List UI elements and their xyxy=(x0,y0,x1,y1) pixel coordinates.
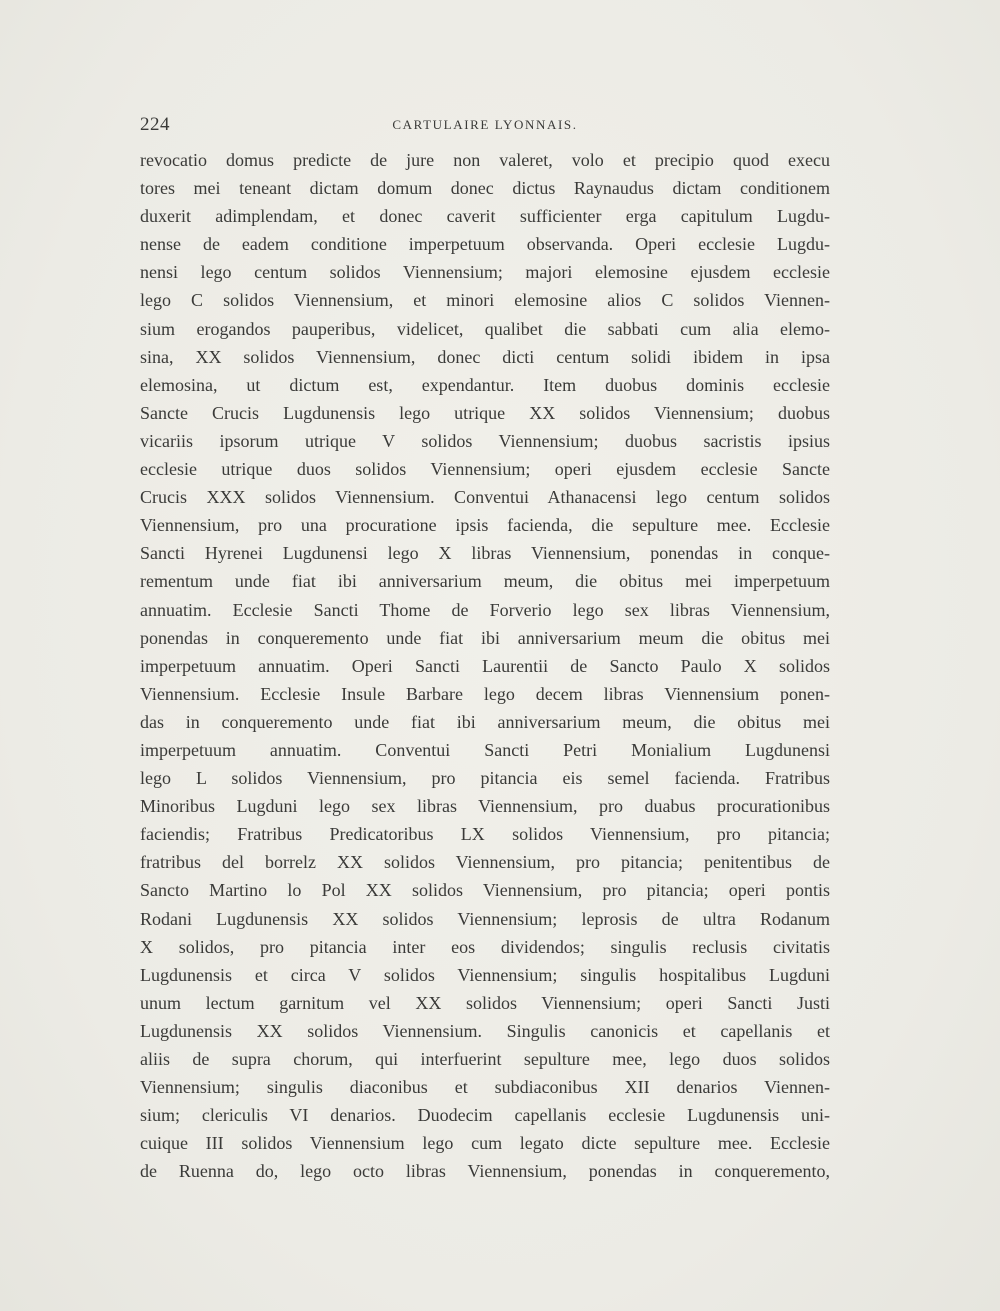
text-line: cuique III solidos Viennensium lego cum legato dicte sepulture mee. Ecclesie xyxy=(140,1133,830,1154)
text-line: Lugdunensis et circa V solidos Viennensium; singulis hospitalibus Lugduni xyxy=(140,964,830,985)
text-line: aliis de supra chorum, qui interfuerint sepulture mee, lego duos solidos xyxy=(140,1049,830,1069)
running-title: CARTULAIRE LYONNAIS. xyxy=(392,117,578,132)
running-head xyxy=(140,114,830,138)
text-line: rementum unde fiat ibi anniversarium meum, die obitus mei imperpetuum xyxy=(140,571,830,592)
text-line: vicariis ipsorum utrique V solidos Viennensium; duobus sacristis ipsius xyxy=(140,430,830,451)
text-line: lego C solidos Viennensium, et minori elemosine alios C solidos Viennen- xyxy=(140,290,830,311)
text-line: Crucis XXX solidos Viennensium. Conventui Athanacensi lego centum solidos xyxy=(140,487,830,508)
page-number: 224 xyxy=(140,114,170,135)
text-line: faciendis; Fratribus Predicatoribus LX solidos Viennensium, pro pitancia; xyxy=(140,824,830,845)
text-line: sium erogandos pauperibus, videlicet, qualibet die sabbati cum alia elemo- xyxy=(140,318,830,339)
text-line: Viennensium; singulis diaconibus et subdiaconibus XII denarios Viennen- xyxy=(140,1077,830,1098)
text-line: Sancte Crucis Lugdunensis lego utrique XX solidos Viennensium; duobus xyxy=(140,402,830,423)
text-line: ponendas in conqueremento unde fiat ibi anniversarium meum die obitus mei xyxy=(140,627,830,648)
text-line: Viennensium, pro una procuratione ipsis facienda, die sepulture mee. Ecclesie xyxy=(140,515,830,536)
text-line: imperpetuum annuatim. Conventui Sancti Petri Monialium Lugdunensi xyxy=(140,739,830,760)
text-line: fratribus del borrelz XX solidos Viennensium, pro pitancia; penitentibus de xyxy=(140,852,830,873)
text-line: unum lectum garnitum vel XX solidos Viennensium; operi Sancti Justi xyxy=(140,992,830,1013)
text-line: Sancto Martino lo Pol XX solidos Viennensium, pro pitancia; operi pontis xyxy=(140,880,830,901)
text-line: duxerit adimplendam, et donec caverit sufficienter erga capitulum Lugdu- xyxy=(140,206,830,227)
text-line: lego L solidos Viennensium, pro pitancia eis semel facienda. Fratribus xyxy=(140,768,830,789)
text-line: das in conqueremento unde fiat ibi anniversarium meum, die obitus mei xyxy=(140,711,830,732)
text-line: revocatio domus predicte de jure non valeret, volo et precipio quod execu xyxy=(140,150,830,170)
text-line: sium; clericulis VI denarios. Duodecim capellanis ecclesie Lugdunensis uni- xyxy=(140,1105,830,1126)
text-line: nensi lego centum solidos Viennensium; majori elemosine ejusdem ecclesie xyxy=(140,262,830,283)
text-line: Minoribus Lugduni lego sex libras Viennensium, pro duabus procurationibus xyxy=(140,796,830,817)
text-line: imperpetuum annuatim. Operi Sancti Laurentii de Sancto Paulo X solidos xyxy=(140,655,830,676)
text-line: Viennensium. Ecclesie Insule Barbare lego decem libras Viennensium ponen- xyxy=(140,683,830,704)
text-line: Lugdunensis XX solidos Viennensium. Singulis canonicis et capellanis et xyxy=(140,1020,830,1041)
text-line: ecclesie utrique duos solidos Viennensium; operi ejusdem ecclesie Sancte xyxy=(140,459,830,480)
text-line: sina, XX solidos Viennensium, donec dicti centum solidi ibidem in ipsa xyxy=(140,346,830,367)
text-line: annuatim. Ecclesie Sancti Thome de Forverio lego sex libras Viennensium, xyxy=(140,599,830,620)
text-line: nense de eadem conditione imperpetuum observanda. Operi ecclesie Lugdu- xyxy=(140,234,830,255)
text-line: de Ruenna do, lego octo libras Viennensium, ponendas in conqueremento, xyxy=(140,1161,830,1182)
text-line: X solidos, pro pitancia inter eos dividendos; singulis reclusis civitatis xyxy=(140,936,830,957)
text-line: tores mei teneant dictam domum donec dictus Raynaudus dictam conditionem xyxy=(140,178,830,199)
text-line: Rodani Lugdunensis XX solidos Viennensium; leprosis de ultra Rodanum xyxy=(140,908,830,929)
text-line: Sancti Hyrenei Lugdunensi lego X libras Viennensium, ponendas in conque- xyxy=(140,543,830,564)
text-line: elemosina, ut dictum est, expendantur. Item duobus dominis ecclesie xyxy=(140,374,830,395)
body-text xyxy=(140,146,830,1185)
